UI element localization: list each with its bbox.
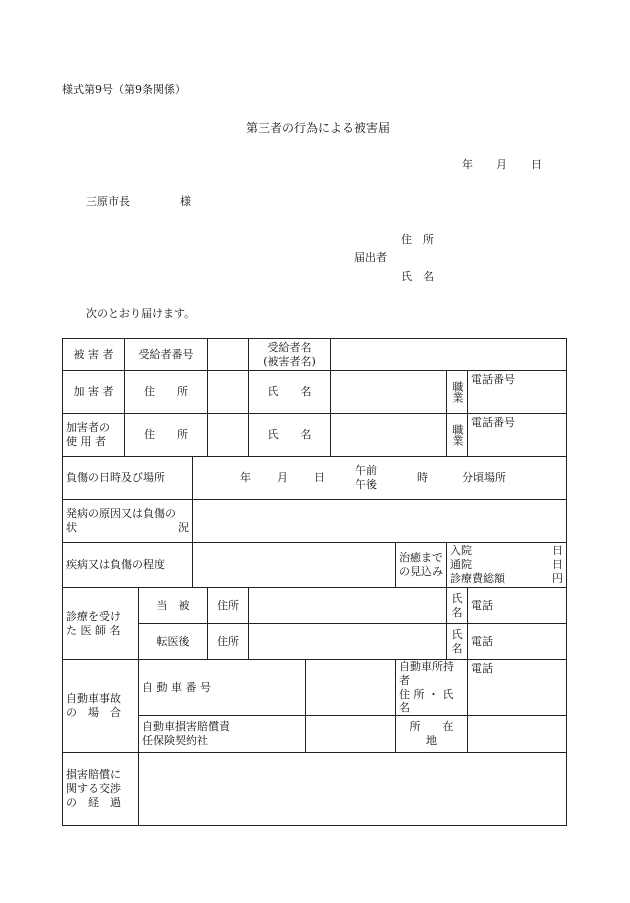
vehicle-number-row [63, 660, 567, 716]
report-form-table [62, 338, 567, 826]
negotiation-label [63, 753, 139, 826]
negotiation-row [63, 753, 567, 826]
insurance-label-1: 自動車損害賠償責 [142, 720, 230, 734]
form-number: 様式第9号（第9条関係） [62, 83, 186, 96]
owner-label [396, 660, 468, 716]
cause-field[interactable] [193, 500, 567, 543]
insurance-field[interactable] [306, 716, 396, 753]
recipient-number-label: 受給者番号 [125, 339, 208, 371]
owner-phone[interactable]: 電話 [468, 660, 567, 716]
employer-name-label: 氏 名 [249, 414, 331, 457]
vehicle-label [63, 660, 139, 753]
insurer-location-label: 所 在 地 [396, 716, 468, 753]
car-number-field[interactable] [306, 660, 396, 716]
vehicle-label-1: 自動車事故 [66, 692, 121, 706]
intro-text: 次のとおり届けます。 [86, 307, 196, 320]
insurance-label-2: 任保険契約社 [142, 734, 208, 747]
perpetrator-name-field[interactable] [331, 371, 447, 414]
cause-row [63, 500, 567, 543]
perpetrator-phone-label[interactable]: 電話番号 [468, 371, 567, 414]
employer-label-2: 使 用 者 [66, 435, 106, 448]
doctor-label-2: た 医 師 名 [66, 623, 121, 637]
outpatient-label: 通院 [450, 558, 473, 572]
recovery-label [396, 543, 447, 588]
employer-occupation-text: 職業 [450, 424, 464, 446]
doctor-current-name-label: 氏名 [447, 588, 468, 624]
date-day-label: 日 [531, 158, 542, 171]
severity-label: 疾病又は負傷の程度 [63, 543, 193, 588]
perpetrator-address-label: 住 所 [125, 371, 208, 414]
negotiation-label-1: 損害賠償に [66, 768, 121, 782]
doctor-transfer-row [63, 624, 567, 660]
victim-label: 被 害 者 [63, 339, 125, 371]
date-year-label: 年 [462, 158, 473, 171]
injury-time-label: 負傷の日時及び場所 [63, 457, 193, 500]
recipient-name-label [249, 339, 331, 371]
recipient-name-label-2: (被害者名) [263, 354, 316, 368]
doctor-transfer-address-label: 住所 [208, 624, 249, 660]
am-label[interactable]: 午前 [355, 464, 377, 478]
addressee: 三原市長 [86, 195, 130, 208]
recipient-name-field[interactable] [331, 339, 567, 371]
injury-day-label: 日 [314, 471, 325, 485]
total-cost-label: 診療費総額 [450, 571, 506, 585]
cause-label-2b: 況 [178, 521, 189, 534]
doctor-transfer-name-label: 氏名 [447, 624, 468, 660]
employer-row [63, 414, 567, 457]
pm-label[interactable]: 午後 [355, 478, 377, 491]
cause-label [63, 500, 193, 543]
reporter-label: 届出者 [354, 251, 387, 264]
employer-address-label: 住 所 [125, 414, 208, 457]
perpetrator-name-label: 氏 名 [249, 371, 331, 414]
employer-occupation-label [447, 414, 468, 457]
negotiation-label-3: の 経 過 [66, 795, 121, 809]
inpatient-label: 入院 [450, 544, 473, 558]
perpetrator-label: 加 害 者 [63, 371, 125, 414]
perpetrator-row [63, 371, 567, 414]
injury-hour-label: 時 [417, 471, 428, 485]
reporter-name-label: 氏 名 [401, 270, 434, 283]
employer-name-field[interactable] [331, 414, 447, 457]
employer-phone-label[interactable]: 電話番号 [468, 414, 567, 457]
doctor-label [63, 588, 139, 660]
victim-row [63, 339, 567, 371]
injury-month-label: 月 [277, 471, 288, 485]
vehicle-label-2: の 場 合 [66, 706, 121, 719]
insurance-row [63, 716, 567, 753]
insurance-label [139, 716, 306, 753]
doctor-current-label: 当 被 [139, 588, 208, 624]
recovery-label-2: の見込み [399, 565, 444, 578]
injury-time-field[interactable] [193, 457, 567, 500]
cause-label-2a: 状 [66, 521, 77, 534]
perpetrator-occupation-label [447, 371, 468, 414]
owner-label-1: 自動車所持者 [399, 660, 455, 687]
recovery-label-1: 治癒まで [399, 551, 444, 565]
severity-row [63, 543, 567, 588]
severity-field[interactable] [193, 543, 396, 588]
doctor-label-1: 診療を受け [66, 609, 121, 623]
employer-address-field[interactable] [208, 414, 249, 457]
honorific: 様 [180, 195, 191, 208]
doctor-transfer-label: 転医後 [139, 624, 208, 660]
doctor-transfer-address-field[interactable] [249, 624, 447, 660]
injury-time-row [63, 457, 567, 500]
inpatient-day-unit: 日 [552, 544, 564, 558]
reporter-address-label: 住 所 [401, 233, 434, 246]
cause-label-1: 発病の原因又は負傷の [66, 507, 176, 521]
employer-label-1: 加害者の [66, 421, 110, 435]
negotiation-label-2: 関する交渉 [66, 782, 121, 796]
outpatient-day-unit: 日 [552, 558, 564, 572]
total-cost-yen-unit: 円 [552, 571, 564, 585]
recovery-field[interactable] [447, 543, 567, 588]
recipient-number-field[interactable] [208, 339, 249, 371]
date-month-label: 月 [496, 158, 507, 171]
negotiation-field[interactable] [139, 753, 567, 826]
doctor-current-row [63, 588, 567, 624]
doctor-current-address-label: 住所 [208, 588, 249, 624]
ampm-choice[interactable] [355, 464, 377, 492]
insurer-location-field[interactable] [468, 716, 567, 753]
perpetrator-address-field[interactable] [208, 371, 249, 414]
perpetrator-occupation-text: 職業 [450, 381, 464, 403]
recipient-name-label-1: 受給者名 [267, 340, 312, 354]
owner-label-2: 住 所 ・ 氏 名 [399, 687, 454, 715]
doctor-current-address-field[interactable] [249, 588, 447, 624]
doctor-current-phone[interactable]: 電話 [468, 588, 567, 624]
doctor-transfer-phone[interactable]: 電話 [468, 624, 567, 660]
injury-location-label: 分頃場所 [462, 471, 506, 485]
form-title: 第三者の行為による被害届 [246, 121, 391, 135]
injury-year-label: 年 [240, 471, 251, 485]
car-number-label: 自 動 車 番 号 [139, 660, 306, 716]
employer-label [63, 414, 125, 457]
